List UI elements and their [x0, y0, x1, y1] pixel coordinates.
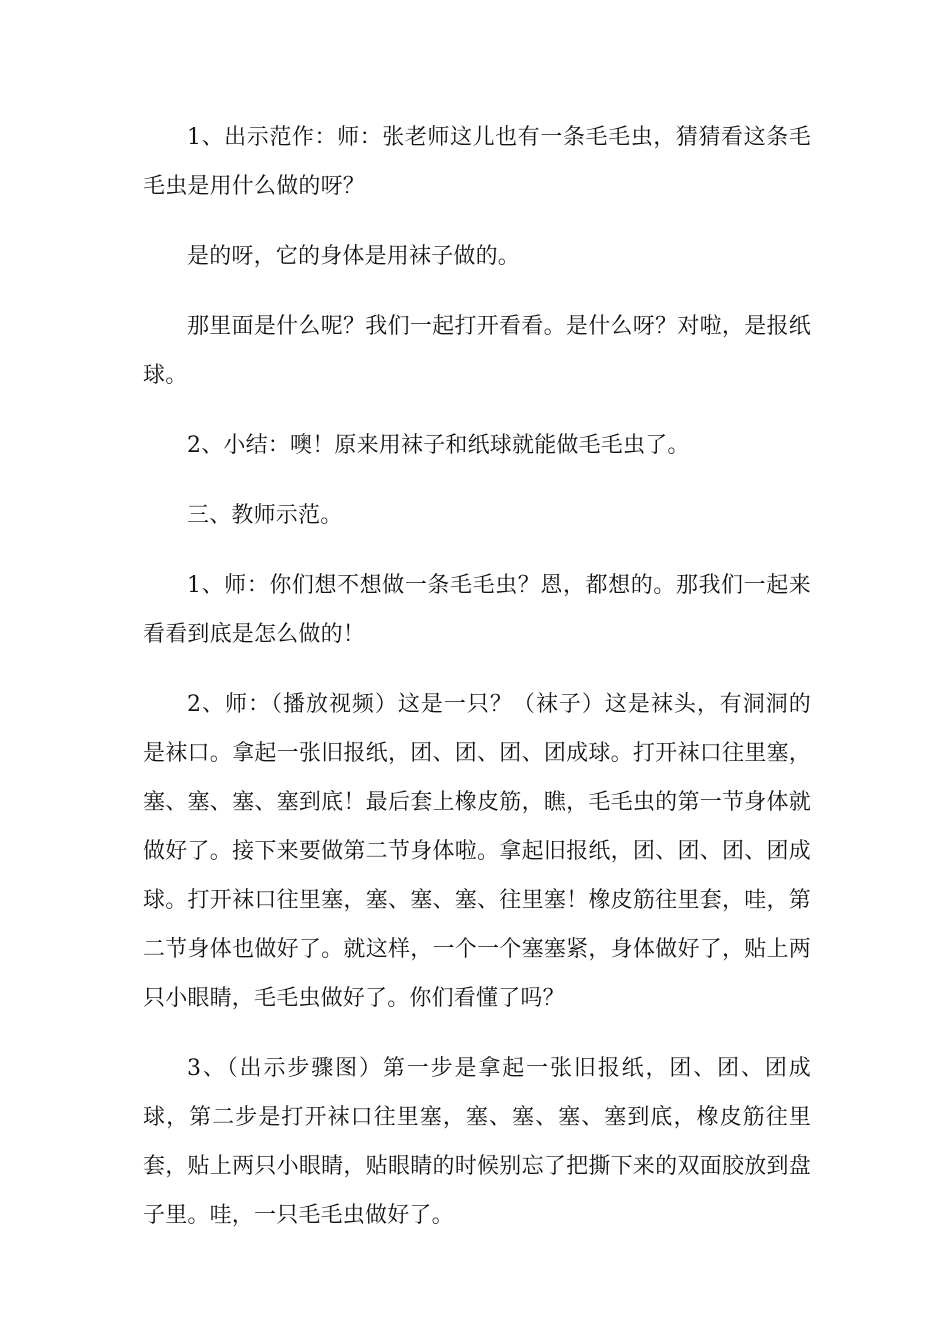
paragraph-6: 1、师：你们想不想做一条毛毛虫？恩，都想的。那我们一起来看看到底是怎么做的！ [143, 573, 811, 647]
paragraph-7: 2、师：（播放视频）这是一只？（袜子）这是袜头，有洞洞的是袜口。拿起一张旧报纸，团、团、团、团成球。打开袜口往里塞，塞、塞、塞、塞到底！最后套上橡皮筋，瞧，毛毛虫的第一节身体就做好了。接下来要做第二节身体啦。拿起旧报纸，团、团、团、团成球。打开袜口往里塞，塞、塞、塞、往里塞！橡皮筋往里套，哇，第二节身体也做好了。就这样，一个一个塞塞紧，身体做好了，贴上两只小眼睛，毛毛虫做好了。你们看懂了吗？ [143, 692, 811, 1011]
paragraph-2: 是的呀，它的身体是用袜子做的。 [187, 244, 521, 269]
paragraph-4: 2、小结：噢！原来用袜子和纸球就能做毛毛虫了。 [187, 433, 690, 458]
paragraph-1: 1、出示范作：师：张老师这儿也有一条毛毛虫，猜猜看这条毛毛虫是用什么做的呀？ [143, 125, 811, 199]
paragraph-8: 3、（出示步骤图）第一步是拿起一张旧报纸，团、团、团成球，第二步是打开袜口往里塞，塞、塞、塞、塞到底，橡皮筋往里套，贴上两只小眼睛，贴眼睛的时候别忘了把撕下来的双面胶放到盘子里。哇，一只毛毛虫做好了。 [143, 1056, 811, 1228]
paragraph-3: 那里面是什么呢？我们一起打开看看。是什么呀？对啦，是报纸球。 [143, 314, 811, 388]
section-heading-teacher-demo: 三、教师示范。 [187, 503, 343, 528]
document-body [143, 113, 811, 1261]
